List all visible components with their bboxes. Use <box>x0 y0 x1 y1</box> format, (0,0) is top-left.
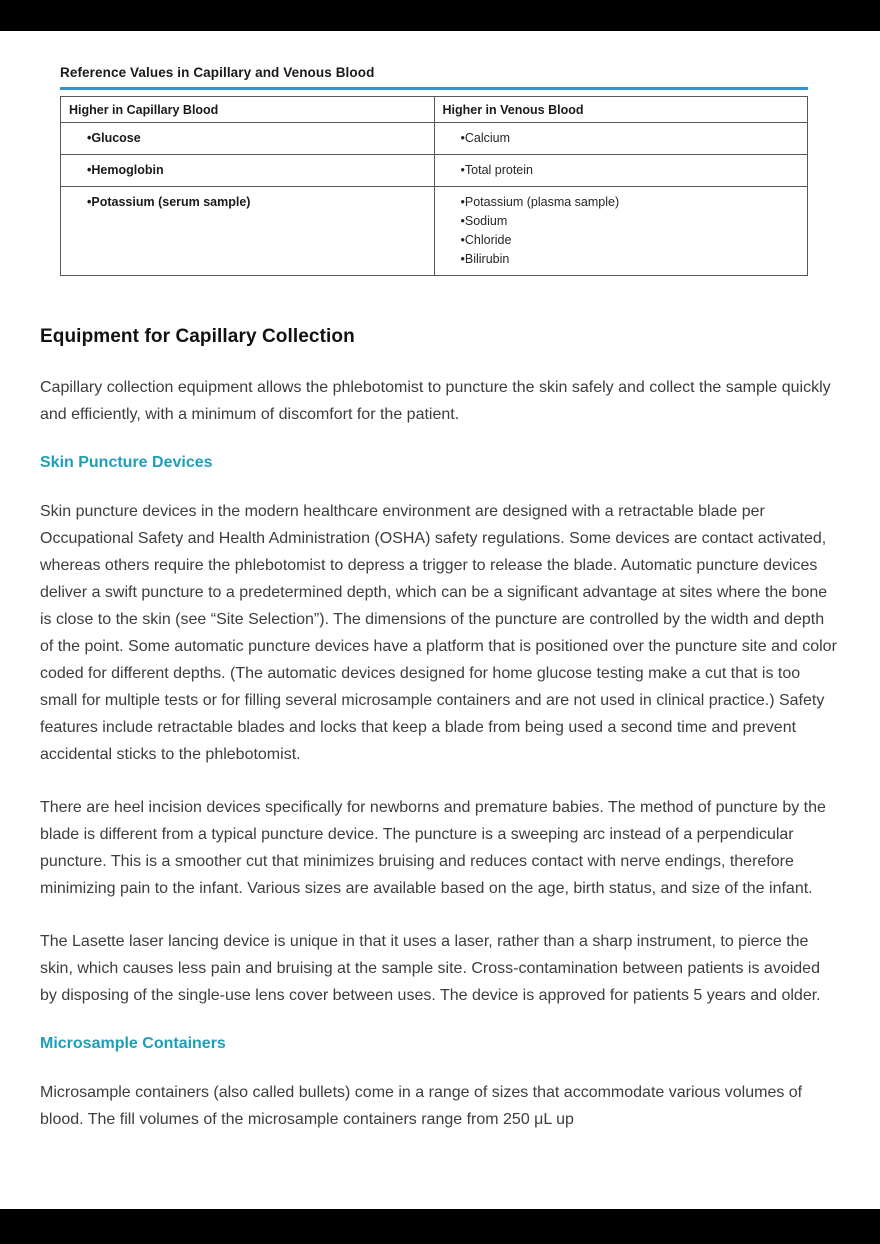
cell-capillary <box>61 123 435 155</box>
article-body <box>40 326 840 1133</box>
cell-capillary <box>61 155 435 187</box>
document-page <box>0 31 880 1209</box>
table-title: Reference Values in Capillary and Venous Blood <box>60 65 375 80</box>
column-header-venous: Higher in Venous Blood <box>434 97 808 123</box>
top-letterbox-bar <box>0 0 880 31</box>
reference-values-table <box>60 96 808 276</box>
list-item: • Bilirubin <box>461 250 800 269</box>
paragraph: Microsample containers (also called bullets) come in a range of sizes that accommodate various volumes of blood. The fill volumes of the microsample containers range from 250 μL up <box>40 1084 803 1128</box>
paragraph: There are heel incision devices specifically for newborns and premature babies. The method of puncture by the blade is different from a typical puncture device. The puncture is a sweeping arc instead of a perpendicular puncture. This is a smoother cut that minimizes bruising and reduces contact with nerve endings, therefore minimizing pain to the infant. Various sizes are available based on the age, birth status, and size of the infant. <box>40 799 826 897</box>
table-header-row <box>61 97 808 123</box>
column-header-capillary: Higher in Capillary Blood <box>61 97 435 123</box>
list-item: • Calcium <box>461 129 800 148</box>
list-item: • Glucose <box>87 129 426 148</box>
paragraph: Skin puncture devices in the modern healthcare environment are designed with a retractable blade per Occupational Safety and Health Administration (OSHA) safety regulations. Some devices are contact activated, whereas others require the phlebotomist to depress a trigger to release the blade. Automatic puncture devices deliver a swift puncture to a predetermined depth, which can be a significant advantage at sites where the bone is close to the skin (see “Site Selection”). The dimensions of the puncture are controlled by the width and depth of the point. Some automatic puncture devices have a platform that is positioned over the puncture site and color coded for different depths. (The automatic devices designed for home glucose testing make a cut that is too small for multiple tests or for filling several microsample containers and are not used in clinical practice.) Safety features include retractable blades and locks that keep a blade from being used a second time and prevent accidental sticks to the phlebotomist. <box>40 503 837 763</box>
list-item: • Potassium (serum sample) <box>87 193 426 212</box>
cell-venous <box>434 187 808 276</box>
bottom-letterbox-bar <box>0 1209 880 1244</box>
subheading-skin-puncture-devices: Skin Puncture Devices <box>40 454 213 471</box>
table-title-rule <box>60 87 808 90</box>
intro-paragraph: Capillary collection equipment allows the phlebotomist to puncture the skin safely and collect the sample quickly and efficiently, with a minimum of discomfort for the patient. <box>40 379 831 423</box>
section-heading: Equipment for Capillary Collection <box>40 326 355 347</box>
reference-values-table-block <box>60 65 808 276</box>
cell-capillary <box>61 187 435 276</box>
table-row <box>61 187 808 276</box>
paragraph: The Lasette laser lancing device is unique in that it uses a laser, rather than a sharp instrument, to pierce the skin, which causes less pain and bruising at the sample site. Cross-contamination between patients is avoided by disposing of the single-use lens cover between uses. The device is approved for patients 5 years and older. <box>40 933 821 1004</box>
subheading-microsample-containers: Microsample Containers <box>40 1035 226 1052</box>
cell-venous <box>434 123 808 155</box>
table-row <box>61 123 808 155</box>
list-item: • Sodium <box>461 212 800 231</box>
list-item: • Chloride <box>461 231 800 250</box>
list-item: • Total protein <box>461 161 800 180</box>
cell-venous <box>434 155 808 187</box>
table-row <box>61 155 808 187</box>
list-item: • Potassium (plasma sample) <box>461 193 800 212</box>
list-item: • Hemoglobin <box>87 161 426 180</box>
